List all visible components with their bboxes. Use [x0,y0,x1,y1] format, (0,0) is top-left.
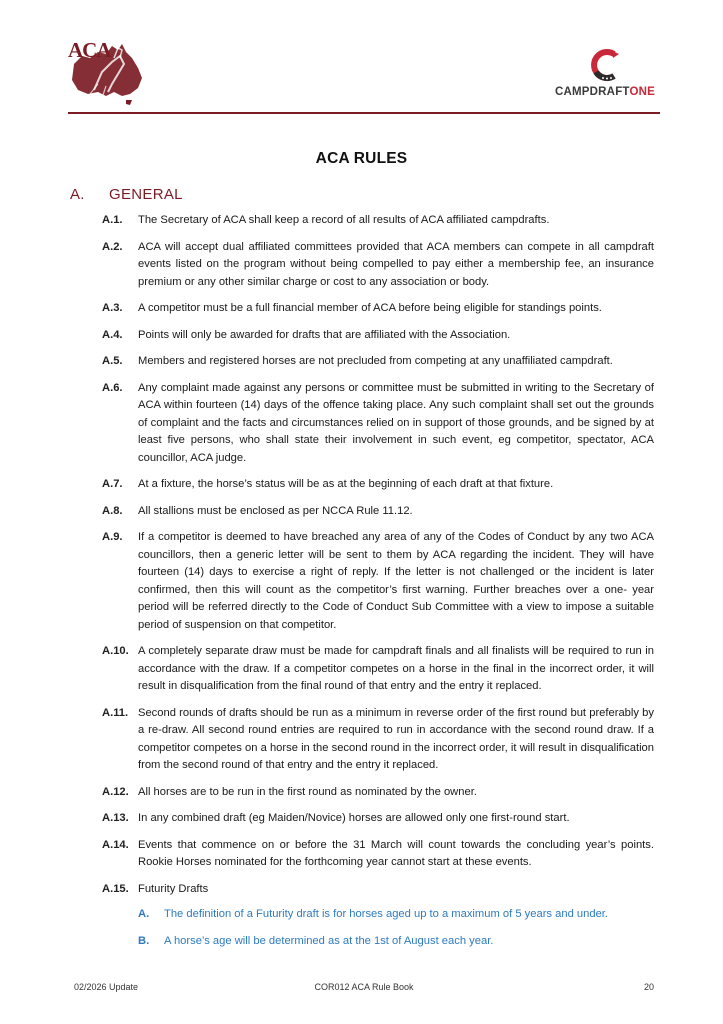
section-heading [70,186,183,203]
rule-number: A.13. [102,812,129,824]
rule-number: A.11. [102,706,129,719]
page-header [0,0,723,120]
footer-update-date: 02/2026 Update [74,982,139,992]
footer-page-number: 20 [643,982,654,992]
rule-text: Second rounds of drafts should be run as a minimum in reverse order of the first round but preferably by a re-draw. All second round entries are required to run in accordance with the second round draw. If a competitor competes on a horse in the second round in the incorrect order, it will result in disqualification from the second round of that entry and the entry it replaced. [138,706,654,771]
rule-text: Events that commence on or before the 31 March will count towards the concluding year’s points. Rookie Horses nominated for the forthcoming year cannot start at these events. [138,838,654,868]
rule-item [102,476,654,494]
wordmark-main: CAMPDRAFT [555,86,630,98]
page-title: ACA RULES [315,150,408,167]
wordmark-accent: ONE [629,86,655,98]
aca-logo-text: ACA [68,38,111,62]
rule-text: Members and registered horses are not precluded from competing at any unaffiliated campdraft. [138,355,613,367]
section-title: GENERAL [109,186,183,203]
rule-item [102,503,654,521]
rule-number: A.5. [102,355,123,367]
rule-number: A.15. [102,882,129,895]
rule-item [102,784,654,802]
section-number: A. [70,186,85,203]
rules-list [102,212,654,959]
rule-text: All stallions must be enclosed as per NCCA Rule 11.12. [138,504,413,517]
rule-text: A competitor must be a full financial member of ACA before being eligible for standings points. [138,302,602,314]
subrule-text: The definition of a Futurity draft is for horses aged up to a maximum of 5 years and under. [164,908,609,920]
rule-number: A.3. [102,302,123,314]
rule-item [102,300,654,318]
rule-number: A.1. [102,214,123,226]
rule-number: A.6. [102,381,123,394]
rule-text: Points will only be awarded for drafts that are affiliated with the Association. [138,328,511,341]
rule-text: ACA will accept dual affiliated committees provided that ACA members can compete in all campdraft events listed on the program without being compelled to pay either a membership fee, an insurance premium or any other similar charge or cost to any association or body. [138,240,654,288]
rule-item [102,353,654,371]
subrule-item [138,906,654,924]
rule-number: A.9. [102,531,123,543]
rule-item [102,380,654,468]
subrule-item [138,933,654,951]
subrule-number: B. [138,934,150,947]
rule-text: The Secretary of ACA shall keep a record of all results of ACA affiliated campdrafts. [138,214,550,226]
campdraftone-c-mark-icon [588,48,620,82]
rule-item [102,529,654,634]
rule-number: A.4. [102,328,123,341]
rule-item [102,881,654,899]
rule-number: A.8. [102,504,123,517]
rule-text: If a competitor is deemed to have breached any area of any of the Codes of Conduct by any two ACA councillors, then a generic letter will be sent to them by ACA regarding the incident. They will have fourteen (14) days to exercise a right of reply. If the letter is not challenged or the incident is later confirmed, then this will count as the competitor’s first warning. Further breaches over a one- year period will be referred directly to the Code of Conduct Sub Committee with a view to impose a suitable period of suspension on that competitor. [138,531,654,631]
rule-number: A.14. [102,838,129,851]
campdraftone-wordmark [550,86,660,98]
rule-text: All horses are to be run in the first round as nominated by the owner. [138,785,477,798]
rule-item [102,212,654,230]
rule-item [102,643,654,696]
footer-document-name: COR012 ACA Rule Book [314,982,414,992]
campdraftone-logo [550,48,660,104]
page-footer [74,982,654,996]
rule-item [102,810,654,828]
header-divider [68,112,660,114]
rule-text: Futurity Drafts [138,882,209,895]
rule-text: In any combined draft (eg Maiden/Novice) horses are allowed only one first-round start. [138,812,570,824]
subrule-number: A. [138,908,150,920]
rule-number: A.10. [102,645,129,657]
subrule-text: A horse’s age will be determined as at the 1st of August each year. [164,934,494,947]
rule-text: At a fixture, the horse’s status will be as at the beginning of each draft at that fixture. [138,478,554,490]
rule-item [102,837,654,872]
rule-item [102,239,654,292]
rule-text: Any complaint made against any persons or committee must be submitted in writing to the Secretary of ACA within fourteen (14) days of the offence taking place. Any such complaint shall set out the grounds of complaint and the facts and circumstances relied on in support of those grounds, and be signed by at least five persons, who shall state their involvement in such event, eg competitor, spectator, ACA councillor, ACA judge. [138,381,654,464]
rule-number: A.12. [102,785,129,798]
rule-item [102,327,654,345]
aca-logo [68,34,144,106]
futurity-subrules [138,906,654,950]
rule-item [102,705,654,775]
rule-number: A.2. [102,240,123,253]
rule-text: A completely separate draw must be made for campdraft finals and all finalists will be required to run in accordance with the draw. If a competitor competes on a horse in the final in the incorrect order, it will result in disqualification from the final round of that entry and the entry it replaced. [138,645,654,692]
rule-number: A.7. [102,478,123,490]
